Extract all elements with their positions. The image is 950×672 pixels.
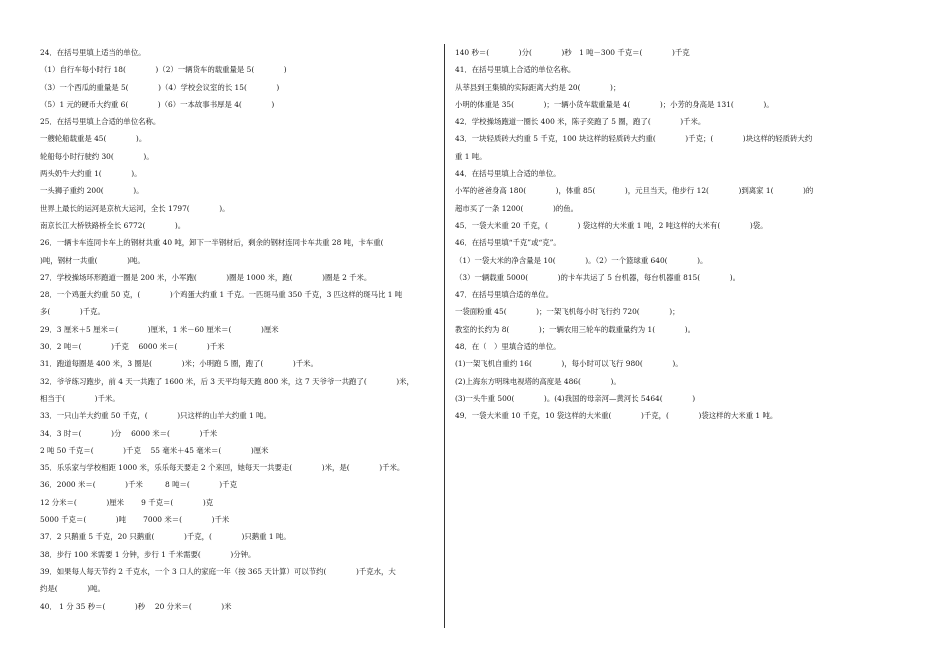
question-line: 超市买了一条 1200( )的鱼。	[455, 203, 579, 213]
right-column	[455, 44, 910, 425]
question-line: (1)一架飞机自重约 16( )，每小时可以飞行 980( )。	[455, 359, 683, 369]
question-line: 38．步行 100 米需要 1 分钟，步行 1 千米需要( )分钟。	[40, 549, 256, 559]
question-line: 43．一块轻质砖大约重 5 千克，100 块这样的轻质砖大约重( )千克；( )块这样的轻质砖大约	[455, 134, 813, 144]
question-line: 32．爷爷练习跑步，前 4 天一共跑了 1600 米，后 3 天平均每天跑 800 米，这 7 天爷爷一共跑了( )米，	[40, 376, 414, 386]
question-line: 47．在括号里填合适的单位。	[455, 290, 554, 300]
question-line: （1）一袋大米的净含量是 10( )。（2）一个篮球重 640( )。	[455, 255, 708, 265]
question-line: （1）自行车每小时行 18( )（2）一辆货车的载重量是 5( )	[40, 65, 287, 75]
question-line: 重 1 吨。	[455, 151, 487, 161]
question-line: 46．在括号里填“千克”或“克”。	[455, 238, 561, 248]
question-line: （3）一辆载重 5000( )的卡车共运了 5 台机器，每台机器重 815( )。	[455, 272, 740, 282]
question-line: 小军的爸爸身高 180( )，体重 85( )，元旦当天，他步行 12( )到离家 1( )的	[455, 186, 814, 196]
question-line: 33．一只山羊大约重 50 千克，( )只这样的山羊大约重 1 吨。	[40, 411, 271, 421]
question-line: 2 吨 50 千克＝( )千克 55 毫米＋45 毫米＝( )厘米	[40, 445, 269, 455]
question-line: 28．一个鸡蛋大约重 50 克，( )个鸡蛋大约重 1 千克。一匹斑马重 350 千克，3 匹这样的斑马比 1 吨	[40, 290, 403, 300]
question-line: (2)上海东方明珠电视塔的高度是 486( )。	[455, 376, 621, 386]
question-line: 27．学校操场环形跑道一圈是 200 米，小军跑( )圈是 1000 米，跑( )圈是 2 千米。	[40, 272, 372, 282]
question-line: 48．在（ ）里填合适的单位。	[455, 342, 561, 352]
left-column	[40, 44, 435, 615]
question-line: )吨，钢材一共重( )吨。	[40, 255, 145, 265]
question-line: 37．2 只鹅重 5 千克，20 只鹅重( )千克，( )只鹅重 1 吨。	[40, 532, 291, 542]
question-line: （3）一个西瓜的重量是 5( )（4）学校会议室的长 15( )	[40, 82, 280, 92]
question-line: 140 秒＝( )分( )秒 1 吨－300 千克＝( )千克	[455, 48, 690, 57]
question-line: 30．2 吨＝( )千克 6000 米＝( )千米	[40, 342, 225, 352]
question-line: 44．在括号里填上合适的单位。	[455, 169, 561, 179]
question-line: 轮船每小时行驶约 30( )。	[40, 151, 154, 161]
question-line: 一袋面粉重 45( )；一架飞机每小时飞行约 720( )；	[455, 307, 680, 317]
question-line: 12 分米＝( )厘米 9 千克＝( )克	[40, 497, 214, 507]
question-line: 25．在括号里填上合适的单位名称。	[40, 117, 161, 127]
question-line: 42．学校操场跑道一圈长 400 米，陈子奕跑了 5 圈，跑了( )千米。	[455, 117, 706, 127]
question-line: 5000 千克＝( )吨 7000 米＝( )千米	[40, 515, 230, 525]
question-line: 41．在括号里填上合适的单位名称。	[455, 65, 576, 75]
question-line: 一艘轮船载重是 45( )。	[40, 134, 147, 144]
question-line: 35．乐乐家与学校相距 1000 米，乐乐每天要走 2 个来回，她每天一共要走( )米，是( )千米。	[40, 463, 405, 473]
question-line: 29．3 厘米＋5 厘米＝( )厘米，1 米－60 厘米＝( )厘米	[40, 324, 279, 334]
question-line: 教室的长约为 8( )；一辆农用三轮车的载重量约为 1( )。	[455, 324, 695, 334]
question-line: 31．跑道每圈是 400 米，3 圈是( )米；小明跑 5 圈，跑了( )千米。	[40, 359, 318, 369]
question-line: 40． 1 分 35 秒＝( )秒 20 分米＝( )米	[40, 601, 232, 611]
question-line: 小明的体重是 35( )；一辆小货车载重量是 4( )；小芳的身高是 131( )。	[455, 99, 774, 109]
question-line: 26．一辆卡车连同卡车上的钢材共重 40 吨，卸下一半钢材后，剩余的钢材连同卡车共重 28 吨，卡车重(	[40, 238, 384, 248]
question-line: 南京长江大桥铁路桥全长 6772( )。	[40, 220, 186, 230]
question-line: 36．2000 米＝( )千米 8 吨＝( )千克	[40, 480, 237, 490]
question-line: 从莘县到王集镇的实际距离大约是 20( )；	[455, 82, 621, 92]
question-line: 49．一袋大米重 10 千克，10 袋这样的大米重( )千克，( )袋这样的大米重 1 吨。	[455, 411, 778, 421]
question-line: 两头奶牛大约重 1( )。	[40, 169, 142, 179]
question-line: 相当于( )千米。	[40, 393, 120, 403]
question-line: 39．如果每人每天节约 2 千克水，一个 3 口人的家庭一年（按 365 天计算）可以节约( )千克水，大	[40, 566, 396, 576]
question-line: （5）1 元的硬币大约重 6( )（6）一本故事书厚是 4( )	[40, 99, 275, 109]
question-line: 约是( )吨。	[40, 584, 105, 594]
column-divider	[444, 44, 445, 628]
question-line: (3)一头牛重 500( )。(4)我国的母亲河—黄河长 5464( )	[455, 393, 696, 403]
question-line: 一头狮子重约 200( )。	[40, 186, 144, 196]
question-line: 24．在括号里填上适当的单位。	[40, 48, 146, 57]
question-line: 34．3 时＝( )分 6000 米＝( )千米	[40, 428, 218, 438]
question-line: 45．一袋大米重 20 千克，( ) 袋这样的大米重 1 吨，2 吨这样的大米有( )袋。	[455, 220, 768, 230]
question-line: 多( )千克。	[40, 307, 105, 317]
question-line: 世界上最长的运河是京杭大运河，全长 1797( )。	[40, 203, 230, 213]
